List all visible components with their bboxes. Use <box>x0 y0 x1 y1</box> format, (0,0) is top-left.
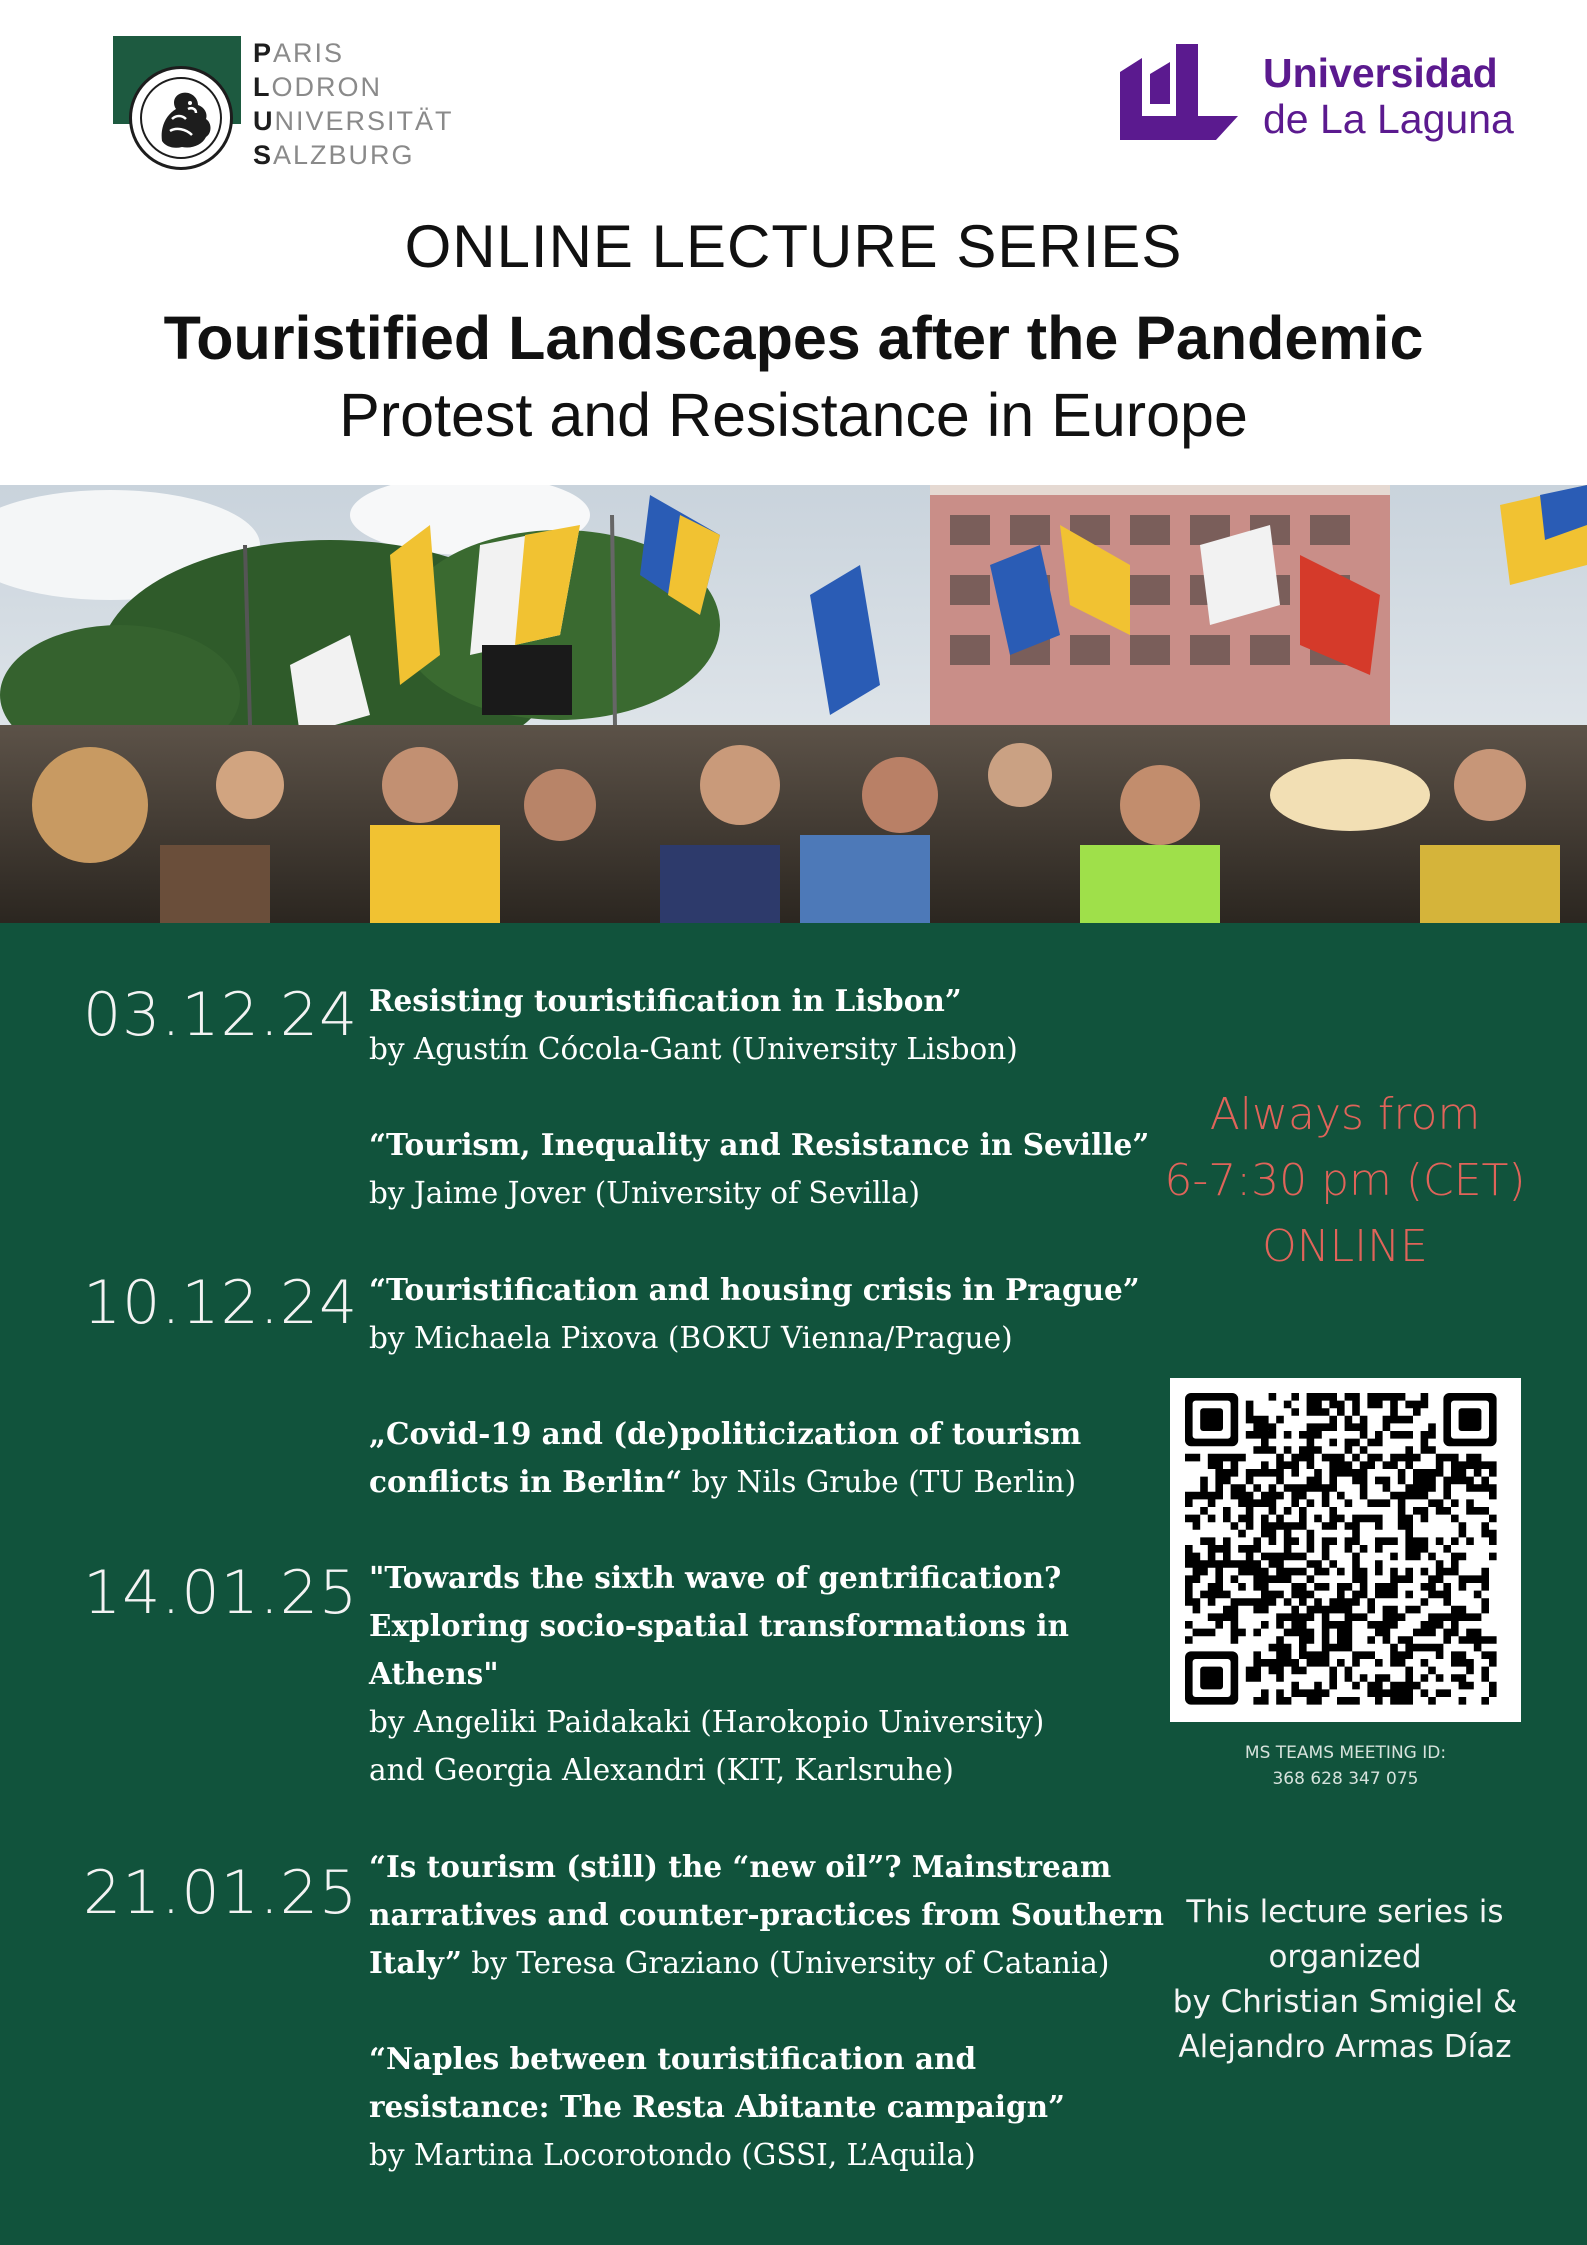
time-line: Always from <box>1209 1089 1481 1140</box>
talk-speaker: by Nils Grube (TU Berlin) <box>682 1465 1077 1499</box>
talk-speaker: by Teresa Graziano (University of Catania) <box>461 1946 1110 1980</box>
lion-emblem-icon <box>142 79 222 159</box>
paris-lodron-university-salzburg-logo <box>113 36 473 176</box>
talk-entry <box>369 2035 1089 2179</box>
talk-title: “Is tourism (still) the “new oil”? Mainstream narratives and counter-practices from Southern Italy” <box>369 1849 1164 1980</box>
talk-speaker: by Angeliki Paidakaki (Harokopio University) and Georgia Alexandri (KIT, Karlsruhe) <box>369 1705 1045 1787</box>
universidad-de-la-laguna-logo <box>1120 44 1560 154</box>
talk-speaker: by Agustín Cócola-Gant (University Lisbon) <box>369 1032 1018 1066</box>
poster-header <box>0 0 1587 485</box>
talk-entry <box>369 1410 1129 1506</box>
organizer-line: organized <box>1268 1939 1422 1975</box>
talk-title: Resisting touristification in Lisbon” <box>369 983 962 1018</box>
ull-mark-icon <box>1120 44 1238 140</box>
protest-crowd-photo <box>0 485 1587 923</box>
organizer-line: Alejandro Armas Díaz <box>1178 2029 1512 2065</box>
organizer-info <box>1150 1890 1540 2070</box>
lecture-date: 14.01.25 <box>83 1558 359 1628</box>
ull-name-line2: de La Laguna <box>1263 96 1514 142</box>
organizer-line: This lecture series is <box>1186 1894 1504 1930</box>
talk-entry <box>369 1843 1169 1987</box>
logo-seal <box>129 66 233 170</box>
talk-entry <box>369 1121 1159 1217</box>
talk-title: “Touristification and housing crisis in Prague” <box>369 1272 1140 1307</box>
lecture-date: 10.12.24 <box>83 1268 359 1338</box>
logo-wordmark: PARIS LODRON UNIVERSITÄT SALZBURG <box>253 38 454 170</box>
lecture-date: 03.12.24 <box>83 980 359 1050</box>
talk-speaker: by Michaela Pixova (BOKU Vienna/Prague) <box>369 1321 1013 1355</box>
talk-entry <box>369 1554 1089 1794</box>
talk-speaker: by Jaime Jover (University of Sevilla) <box>369 1176 921 1210</box>
meeting-id-label: MS TEAMS MEETING ID: <box>1244 1743 1447 1763</box>
talk-title: “Naples between touristification and resistance: The Resta Abitante campaign” <box>369 2041 1066 2124</box>
time-line: 6-7:30 pm (CET) <box>1164 1155 1526 1206</box>
meeting-qr-code[interactable] <box>1170 1378 1521 1722</box>
meeting-id-info <box>1170 1740 1521 1792</box>
talk-speaker: by Martina Locorotondo (GSSI, L’Aquila) <box>369 2138 976 2172</box>
talk-title: „Covid-19 and (de)politicization of tourism conflicts in Berlin“ <box>369 1416 1082 1499</box>
qr-code-icon <box>1185 1393 1506 1707</box>
online-label: ONLINE <box>1262 1221 1428 1272</box>
talk-title: “Tourism, Inequality and Resistance in Seville” <box>369 1127 1150 1162</box>
talk-entry <box>369 1266 1159 1362</box>
organizer-line: by Christian Smigiel & <box>1172 1984 1518 2020</box>
series-label: ONLINE LECTURE SERIES <box>404 213 1183 280</box>
time-info <box>1150 1082 1540 1280</box>
talk-title: "Towards the sixth wave of gentrification? Exploring socio-spatial transformations in Athens" <box>369 1560 1069 1691</box>
poster-title: Touristified Landscapes after the Pandemic <box>163 304 1424 372</box>
ull-name-line1: Universidad <box>1263 50 1498 96</box>
lecture-date: 21.01.25 <box>83 1858 359 1928</box>
poster-subtitle: Protest and Resistance in Europe <box>339 381 1248 449</box>
talk-entry <box>369 977 1159 1073</box>
meeting-id-value: 368 628 347 075 <box>1272 1769 1419 1789</box>
